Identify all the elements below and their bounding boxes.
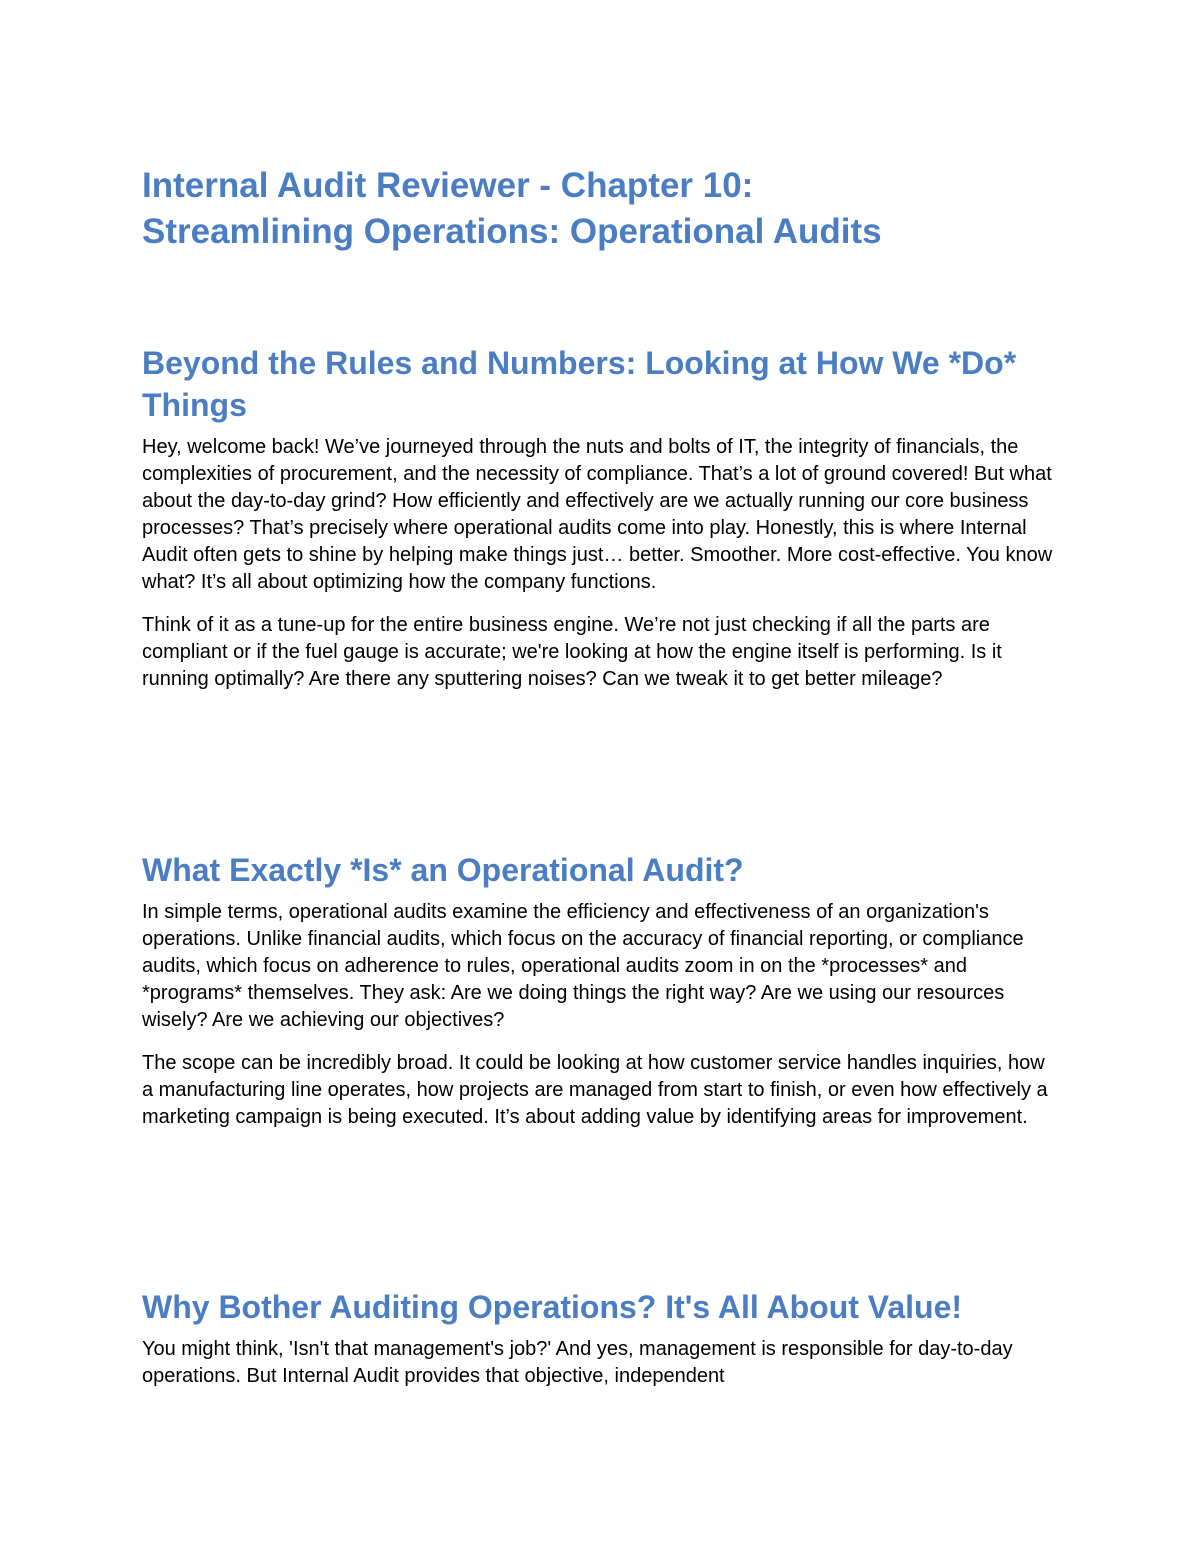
section-heading: Beyond the Rules and Numbers: Looking at How We *Do* Things bbox=[142, 345, 1017, 423]
section-heading: What Exactly *Is* an Operational Audit? bbox=[142, 852, 744, 888]
document-title-line-1: Internal Audit Reviewer - Chapter 10: bbox=[142, 166, 754, 205]
section-what-is-operational-audit bbox=[142, 849, 1058, 1131]
section-why-bother-auditing bbox=[142, 1286, 1058, 1390]
section-paragraph: You might think, 'Isn't that management's job?' And yes, management is responsible for day-to-day operations. But Internal Audit provides that objective, independent bbox=[142, 1338, 1013, 1387]
section-paragraph: Hey, welcome back! We’ve journeyed through the nuts and bolts of IT, the integrity of financials, the complexities of procurement, and the necessity of compliance. That’s a lot of ground covered! But what about the day-to-day grind? How efficiently and effectively are we actually running our core business processes? That’s precisely where operational audits come into play. Honestly, this is where Internal Audit often gets to shine by helping make things just… better. Smoother. More cost-effective. You know what? It’s all about optimizing how the company functions. bbox=[142, 436, 1053, 593]
document-title-line-2: Streamlining Operations: Operational Audits bbox=[142, 212, 882, 251]
section-paragraph: Think of it as a tune-up for the entire business engine. We’re not just checking if all the parts are compliant or if the fuel gauge is accurate; we're looking at how the engine itself is performing. Is it running optimally? Are there any sputtering noises? Can we tweak it to get better mileage? bbox=[142, 614, 1002, 690]
section-heading: Why Bother Auditing Operations? It's All About Value! bbox=[142, 1289, 963, 1325]
section-beyond-the-rules bbox=[142, 342, 1058, 693]
document-title bbox=[142, 163, 1058, 255]
section-paragraph: In simple terms, operational audits examine the efficiency and effectiveness of an organization's operations. Unlike financial audits, which focus on the accuracy of financial reporting, or compliance audits, which focus on adherence to rules, operational audits zoom in on the *processes* and *programs* themselves. They ask: Are we doing things the right way? Are we using our resources wisely? Are we achieving our objectives? bbox=[142, 901, 1024, 1031]
section-paragraph: The scope can be incredibly broad. It could be looking at how customer service handles inquiries, how a manufacturing line operates, how projects are managed from start to finish, or even how effectively a marketing campaign is being executed. It’s about adding value by identifying areas for improvement. bbox=[142, 1052, 1048, 1128]
document-page bbox=[142, 0, 1058, 1553]
